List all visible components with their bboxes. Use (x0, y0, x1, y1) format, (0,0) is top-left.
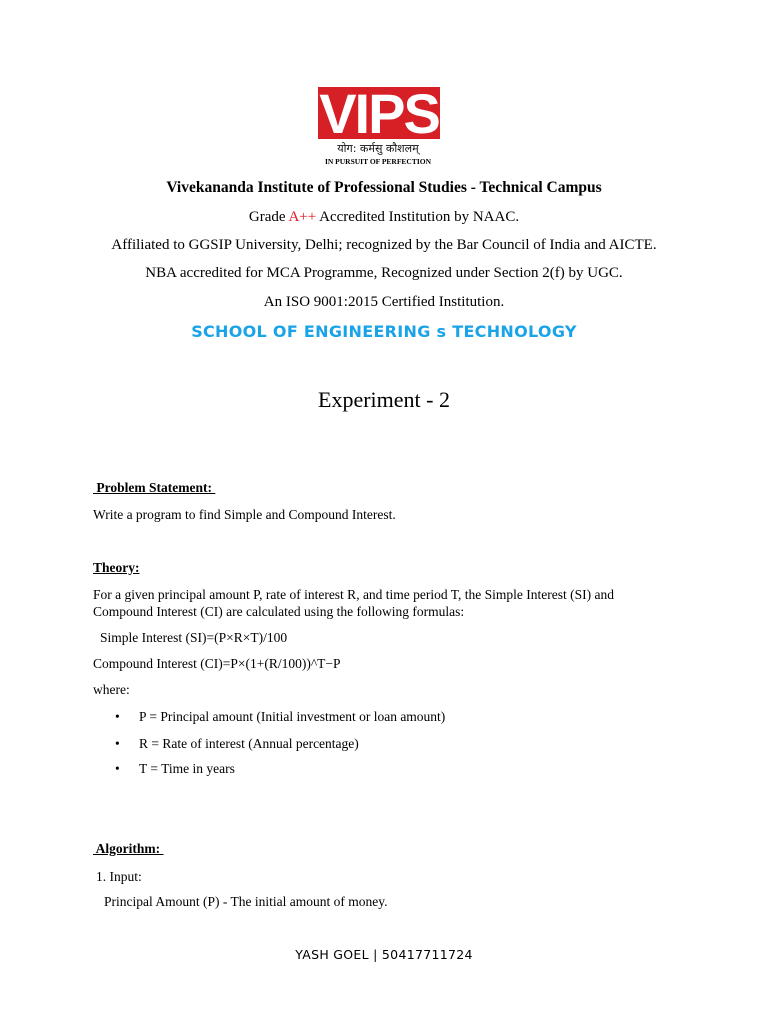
grade-line (0, 207, 768, 227)
list-item (115, 760, 235, 777)
affiliation-line: Affiliated to GGSIP University, Delhi; recognized by the Bar Council of India and AICTE. (111, 237, 657, 253)
problem-heading: Problem Statement: (93, 480, 216, 495)
list-item-text: P = Principal amount (Initial investment or loan amount) (139, 709, 446, 724)
vips-logo (316, 82, 440, 169)
grade-suffix: Accredited Institution by NAAC. (316, 209, 520, 225)
bullet-icon: • (115, 709, 120, 724)
algorithm-step-1-detail: Principal Amount (P) - The initial amount of money. (104, 894, 388, 909)
bullet-icon: • (115, 761, 120, 776)
iso-line: An ISO 9001:2015 Certified Institution. (263, 294, 505, 310)
grade-prefix: Grade (248, 209, 289, 225)
nba-line: NBA accredited for MCA Programme, Recognized under Section 2(f) by UGC. (145, 265, 623, 281)
logo-motto: योग: कर्मसु कौशलम् (337, 142, 419, 155)
problem-text: Write a program to find Simple and Compound Interest. (93, 507, 396, 522)
si-formula: Simple Interest (SI)=(P×R×T)/100 (100, 630, 288, 645)
bullet-icon: • (115, 736, 120, 751)
where-label: where: (93, 682, 130, 697)
school-name: SCHOOL OF ENGINEERING s TECHNOLOGY (191, 322, 577, 341)
list-item (115, 735, 359, 752)
logo-tagline: IN PURSUIT OF PERFECTION (324, 157, 432, 166)
page-footer: YASH GOEL | 50417711724 (295, 947, 473, 962)
theory-heading: Theory: (93, 560, 140, 575)
ci-formula: Compound Interest (CI)=P×(1+(R/100))^T−P (93, 656, 341, 671)
logo-text: VIPS (319, 82, 439, 145)
list-item-text: T = Time in years (139, 761, 235, 776)
list-item-text: R = Rate of interest (Annual percentage) (139, 736, 359, 751)
theory-intro: For a given principal amount P, rate of interest R, and time period T, the Simple Interest (SI) and Compound Interest (CI) are calculated using the following formulas: (93, 587, 615, 619)
institute-name: Vivekananda Institute of Professional Studies - Technical Campus (166, 179, 602, 196)
algorithm-heading: Algorithm: (93, 841, 164, 856)
algorithm-step-1: 1. Input: (96, 869, 142, 884)
grade-value: A++ (288, 209, 317, 225)
experiment-title: Experiment - 2 (318, 387, 450, 412)
list-item (115, 708, 445, 725)
